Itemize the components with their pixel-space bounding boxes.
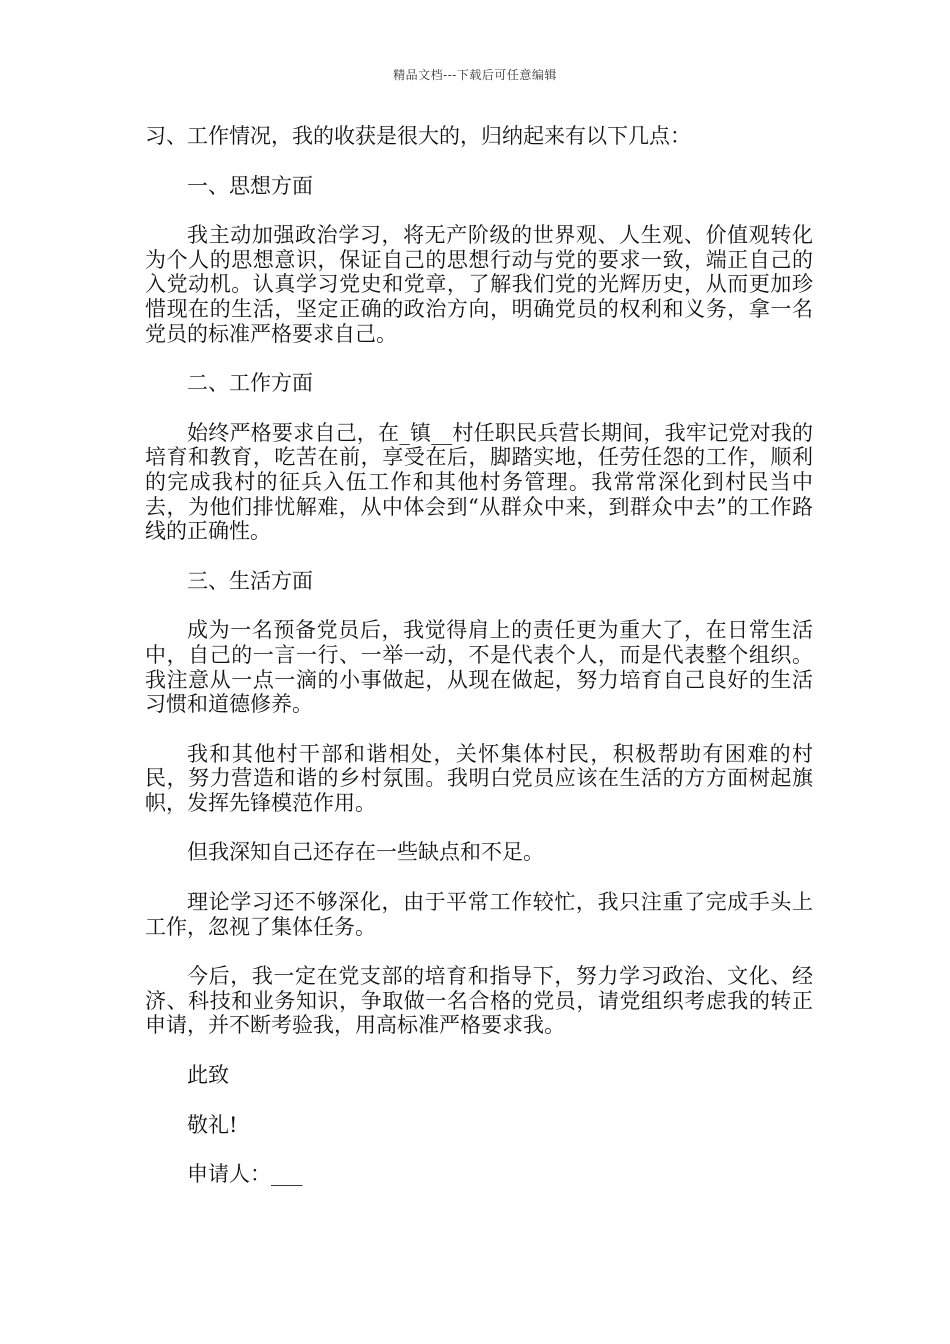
document-body bbox=[145, 124, 813, 1212]
closing-salutation: 此致 bbox=[187, 1063, 229, 1088]
paragraph-life-1: 成为一名预备党员后，我觉得肩上的责任更为重大了，在日常生活中，自己的一言一行、一举一动，不是代表个人，而是代表整个组织。我注意从一点一滴的小事做起，从现在做起，努力培育自己良好的生活习惯和道德修养。 bbox=[145, 618, 813, 717]
paragraph-thought: 我主动加强政治学习，将无产阶级的世界观、人生观、价值观转化为个人的思想意识，保证自己的思想行动与党的要求一致，端正自己的入党动机。认真学习党史和党章，了解我们党的光辉历史，从而更加珍惜现在的生活，坚定正确的政治方向，明确党员的权利和义务，拿一名党员的标准严格要求自己。 bbox=[145, 223, 813, 346]
paragraph-life-2: 我和其他村干部和谐相处，关怀集体村民，积极帮助有困难的村民，努力营造和谐的乡村氛围。我明白党员应该在生活的方方面树起旗帜，发挥先锋模范作用。 bbox=[145, 741, 813, 815]
closing-regards: 敬礼! bbox=[187, 1112, 238, 1137]
paragraph-work: 始终严格要求自己，在_镇__村任职民兵营长期间，我牢记党对我的培育和教育，吃苦在前，享受在后，脚踏实地，任劳任怨的工作，顺利的完成我村的征兵入伍工作和其他村务管理。我常常深化到村民当中去，为他们排忧解难，从中体会到“从群众中来，到群众中去”的工作路线的正确性。 bbox=[145, 420, 813, 544]
signature-line bbox=[145, 1162, 813, 1187]
signature-value: ___ bbox=[271, 1162, 303, 1187]
section-heading-work: 二、工作方面 bbox=[187, 371, 313, 396]
paragraph-intro: 习、工作情况，我的收获是很大的，归纳起来有以下几点： bbox=[145, 124, 691, 148]
section-heading-thought: 一、思想方面 bbox=[187, 173, 313, 198]
page-header: 精品文档---下载后可任意编辑 bbox=[393, 68, 557, 82]
paragraph-future: 今后，我一定在党支部的培育和指导下，努力学习政治、文化、经济、科技和业务知识，争取做一名合格的党员，请党组织考虑我的转正申请，并不断考验我，用高标准严格要求我。 bbox=[145, 964, 813, 1038]
section-heading-life: 三、生活方面 bbox=[187, 568, 313, 593]
paragraph-shortcomings: 但我深知自己还存在一些缺点和不足。 bbox=[187, 840, 544, 865]
signature-label: 申请人： bbox=[187, 1162, 271, 1187]
paragraph-theory: 理论学习还不够深化，由于平常工作较忙，我只注重了完成手头上工作，忽视了集体任务。 bbox=[145, 890, 813, 939]
